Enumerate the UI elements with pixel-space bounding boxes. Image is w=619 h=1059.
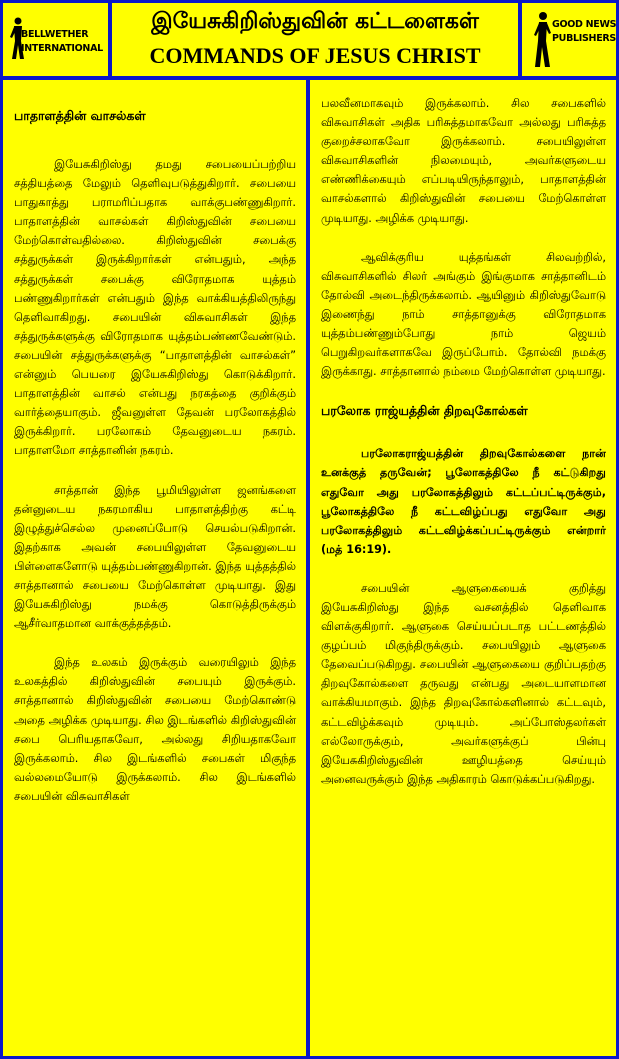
paragraph: சபையின் ஆளுகையைக் குறித்து இயேசுகிறிஸ்து இந்த வசனத்தில் தெளிவாக விளக்குகிறார். ஆளுகை செய்யப்படாத பட்டணத்தில் குழப்பம் மிகுந்திருக்கும். சபையிலும் ஆளுகை தேவைப்படுகிறது. சபையின் ஆளுகையை குறிப்பதற்கு திறவுகோல்களை தருவது என்பது அடையாளமான வாக்கியமாகும். இந்த திறவுகோல்களினால் கட்டவும், கட்டவிழ்க்கவும் முடியும். அப்போஸ்தலர்கள் எல்லோருக்கும், அவர்களுக்குப் பின்பு இயேசுகிறிஸ்துவின் ஊழியத்தை செய்யும் அனைவருக்கும் இந்த அதிகாரம் கொடுக்கப்படுகிறது. xyxy=(321,580,606,786)
good-news-logo-line2: PUBLISHERS xyxy=(552,33,616,44)
section-heading-keys-of-kingdom: பரலோக ராஜ்யத்தின் திறவுகோல்கள் xyxy=(321,403,528,419)
paragraph: சாத்தான் இந்த பூமியிலுள்ள ஜனங்களை தன்னுடைய நகரமாகிய பாதாளத்திற்கு கட்டி இழுத்துச்செல்ல முனைப்போடு செயல்படுகிறான். இதற்காக அவன் சபையிலுள்ள தேவனுடைய பிள்ளைகளோடு யுத்தம்பண்ணுகிறான். இந்த யுத்தத்தில் சாத்தானால் சபையை மேற்கொள்ள முடியாது. இது இயேசுகிறிஸ்து நமக்கு கொடுத்திருக்கும் ஆசீர்வாதமான வாக்குத்தத்தம். xyxy=(14,482,296,631)
left-column xyxy=(3,80,306,1056)
scripture-quote: பரலோகராஜ்யத்தின் திறவுகோல்களை நான் உனக்குத் தருவேன்; பூலோகத்திலே நீ கட்டுகிறது எதுவோ அது பரலோகத்திலும் கட்டப்பட்டிருக்கும், பூலோகத்திலே நீ கட்டவிழ்ப்பது எதுவோ அது பரலோகத்திலும் கட்டவிழ்க்கப்பட்டிருக்கும் என்றார் (மத் 16:19). xyxy=(321,447,606,556)
paragraph: ஆவிக்குரிய யுத்தங்கள் சிலவற்றில், விசுவாசிகளில் சிலர் அங்கும் இங்குமாக சாத்தானிடம் தோல்வி அடைந்திருக்கலாம். ஆயினும் கிறிஸ்துவோடு இணைந்து நாம் சாத்தானுக்கு விரோதமாக யுத்தம்பண்ணும்போது நாம் ஜெயம் பெறுகிறவர்களாகவே இருப்போம். தோல்வி நமக்கு இருக்காது. சாத்தானால் நம்மை மேற்கொள்ள முடியாது. xyxy=(321,249,606,379)
right-column xyxy=(310,80,616,1056)
page-title-tamil: இயேசுகிறிஸ்துவின் கட்டளைகள் xyxy=(151,9,479,34)
bellwether-logo-line1: BELLWETHER xyxy=(21,29,89,40)
paragraph: பலவீனமாகவும் இருக்கலாம். சில சபைகளில் விசுவாசிகள் அதிக பரிசுத்தமாகவோ அல்லது பரிசுத்த குறைச்சலாகவோ இருக்கலாம். சபையிலுள்ள விசுவாசிகளின் நிலமையும், அவர்களுடைய எண்ணிக்கையும் எப்படியிருந்தாலும், பாதாளத்தின் வாசல்களால் கிறிஸ்துவின் சபையை மேற்கொள்ள முடியாது. அழிக்க முடியாது. xyxy=(321,96,606,225)
paragraph: இயேசுகிறிஸ்து தமது சபையைப்பற்றிய சத்தியத்தை மேலும் தெளிவுபடுத்துகிறார். சபையை பாதுகாத்து பராமரிப்பதாக வாக்குபண்ணுகிறார். பாதாளத்தின் வாசல்கள் கிறிஸ்துவின் சபையை மேற்கொள்வதில்லை. கிறிஸ்துவின் சபைக்கு சத்துருக்கள் இருக்கிறார்கள் என்பதும், அந்த சத்துருக்கள் சபைக்கு விரோதமாக யுத்தம் பண்ணுகிறார்கள் என்பதும் இந்த வாக்கியத்திலிருந்து தெளிவாகிறது. சபையின் விசுவாசிகள் இந்த சத்துருக்களுக்கு விரோதமாக யுத்தம்பண்ணவேண்டும். சபையின் சத்துருக்களுக்கு “பாதாளத்தின் வாசல்கள்” என்னும் பெயரை இயேசுகிறிஸ்து கொடுக்கிறார். பாதாளத்தின் வாசல் என்பது நரகத்தை குறிக்கும் வார்த்தையாகும். ஜீவனுள்ள தேவன் பரலோகத்தில் இருக்கிறார். பரலோகம் தேவனுடைய நகரம். பாதாளமோ சாத்தானின் நகரம். xyxy=(14,157,296,458)
paragraph: இந்த உலகம் இருக்கும் வரையிலும் இந்த உலகத்தில் கிறிஸ்துவின் சபையும் இருக்கும். சாத்தானால் கிறிஸ்துவின் சபையை மேற்கொண்டு அதை அழிக்க முடியாது. சில இடங்களில் கிறிஸ்துவின் சபை பெரியதாகவோ, அல்லது சிறியதாகவோ இருக்கலாம். சில இடங்களில் சபைகள் மிகுந்த வல்லமையோடு இருக்கலாம். சில இடங்களில் சபையின் விசுவாசிகள் xyxy=(14,655,296,803)
title-banner xyxy=(112,3,518,76)
page-title-english: COMMANDS OF JESUS CHRIST xyxy=(149,43,481,68)
good-news-logo-line1: GOOD NEWS xyxy=(552,19,616,30)
runner-figure-icon xyxy=(532,11,552,69)
section-heading-gates-of-hell: பாதாளத்தின் வாசல்கள் xyxy=(14,108,146,123)
bellwether-logo-line2: INTERNATIONAL xyxy=(21,43,103,54)
good-news-logo xyxy=(522,3,616,76)
bellwether-logo xyxy=(3,3,108,76)
